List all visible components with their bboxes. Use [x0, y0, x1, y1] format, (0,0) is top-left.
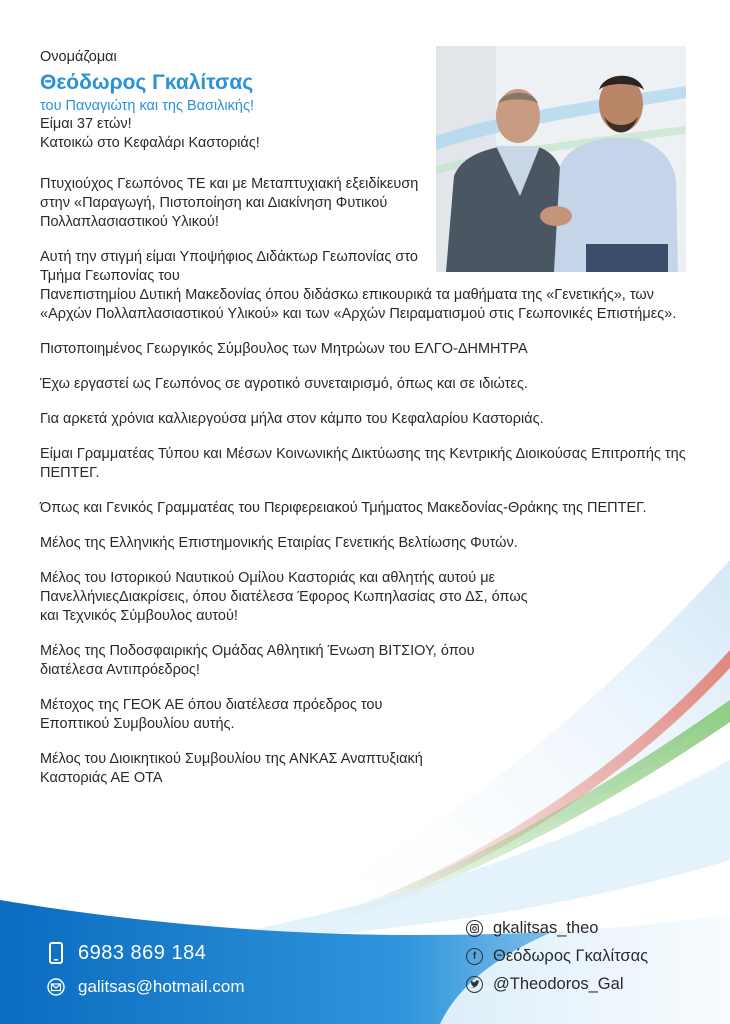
bio-section [40, 175, 700, 804]
age-text: Είμαι 37 ετών! [40, 116, 132, 132]
bio-paragraph-press-secretary: Είμαι Γραμματέας Τύπου και Μέσων Κοινωνικής Δικτύωσης της Κεντρικής Διοικούσας Επιτροπής της ΠΕΠΤΕΓ. [40, 446, 686, 481]
intro-block [40, 48, 430, 153]
bio-paragraph-general-secretary: Όπως και Γενικός Γραμματέας του Περιφερειακού Τμήματος Μακεδονίας-Θράκης της ΠΕΠΤΕΓ. [40, 500, 647, 516]
residence-text: Κατοικώ στο Κεφαλάρι Καστοριάς! [40, 135, 260, 151]
bio-paragraph-phd-university: Πανεπιστημίου Δυτική Μακεδονίας όπου διδάσκω επικουρικά τα μαθήματα της «Γενετικής», των «Αρχών Πολλαπλασιαστικού Υλικού» και των «Αρχών Πειραματισμού στις Γεωπονικές Επιστήμες». [40, 287, 677, 322]
bio-paragraph-football-club: Μέλος της Ποδοσφαιρικής Ομάδας Αθλητική Ένωση ΒΙΤΣΙΟΥ, όπου διατέλεσα Αντιπρόεδρος! [40, 643, 475, 678]
instagram-handle[interactable]: gkalitsas_theo [493, 918, 599, 937]
twitter-handle[interactable]: @Theodoros_Gal [493, 974, 624, 993]
bio-paragraph-apples: Για αρκετά χρόνια καλλιεργούσα μήλα στον κάμπο του Κεφαλαρίου Καστοριάς. [40, 411, 544, 427]
greeting-text: Ονομάζομαι [40, 49, 117, 65]
bio-paragraph-nautical-club: Μέλος του Ιστορικού Ναυτικού Ομίλου Καστοριάς και αθλητής αυτού με ΠανελλήνιεςΔιακρίσεις, όπου διατέλεσα Έφορος Κωπηλασίας στο ΔΣ, όπως και Τεχνικός Σύμβουλος αυτού! [40, 570, 528, 624]
phone-number[interactable]: 6983 869 184 [78, 941, 207, 964]
parents-text: του Παναγιώτη και της Βασιλικής! [40, 98, 254, 114]
bio-paragraph-phd-start: Αυτή την στιγμή είμαι Υποψήφιος Διδάκτωρ Γεωπονίας στο Τμήμα Γεωπονίας του [40, 249, 418, 284]
twitter-row [466, 970, 648, 998]
instagram-icon [466, 920, 483, 937]
bio-paragraph-education: Πτυχιούχος Γεωπόνος ΤΕ και με Μεταπτυχιακή εξειδίκευση στην «Παραγωγή, Πιστοποίηση και Διακίνηση Φυτικού Πολλαπλασιαστικού Υλικού! [40, 176, 419, 230]
phone-row [46, 938, 245, 968]
envelope-icon [46, 977, 66, 997]
social-links [466, 914, 648, 998]
candidate-name: Θεόδωρος Γκαλίτσας [40, 71, 254, 94]
contact-info [46, 938, 245, 1006]
facebook-name[interactable]: Θεόδωρος Γκαλίτσας [493, 946, 649, 965]
facebook-icon: f [466, 948, 483, 965]
twitter-icon [466, 976, 483, 993]
facebook-row [466, 942, 648, 970]
bio-paragraph-consultant: Πιστοποιημένος Γεωργικός Σύμβουλος των Μητρώων του ΕΛΓΟ-ΔΗΜΗΤΡΑ [40, 341, 528, 357]
bio-paragraph-genetics-society: Μέλος της Ελληνικής Επιστημονικής Εταιρίας Γενετικής Βελτίωσης Φυτών. [40, 535, 518, 551]
bio-paragraph-geok: Μέτοχος της ΓΕΟΚ ΑΕ όπου διατέλεσα πρόεδρος του Εποπτικού Συμβουλίου αυτής. [40, 697, 383, 732]
bio-paragraph-ankas: Μέλος του Διοικητικού Συμβουλίου της ΑΝΚΑΣ Αναπτυξιακή Καστοριάς ΑΕ ΟΤΑ [40, 751, 423, 786]
mobile-phone-icon [46, 943, 66, 963]
email-row [46, 972, 245, 1002]
email-address[interactable]: galitsas@hotmail.com [78, 977, 245, 996]
instagram-row [466, 914, 648, 942]
bio-paragraph-work: Έχω εργαστεί ως Γεωπόνος σε αγροτικό συνεταιρισμό, όπως και σε ιδιώτες. [40, 376, 528, 392]
